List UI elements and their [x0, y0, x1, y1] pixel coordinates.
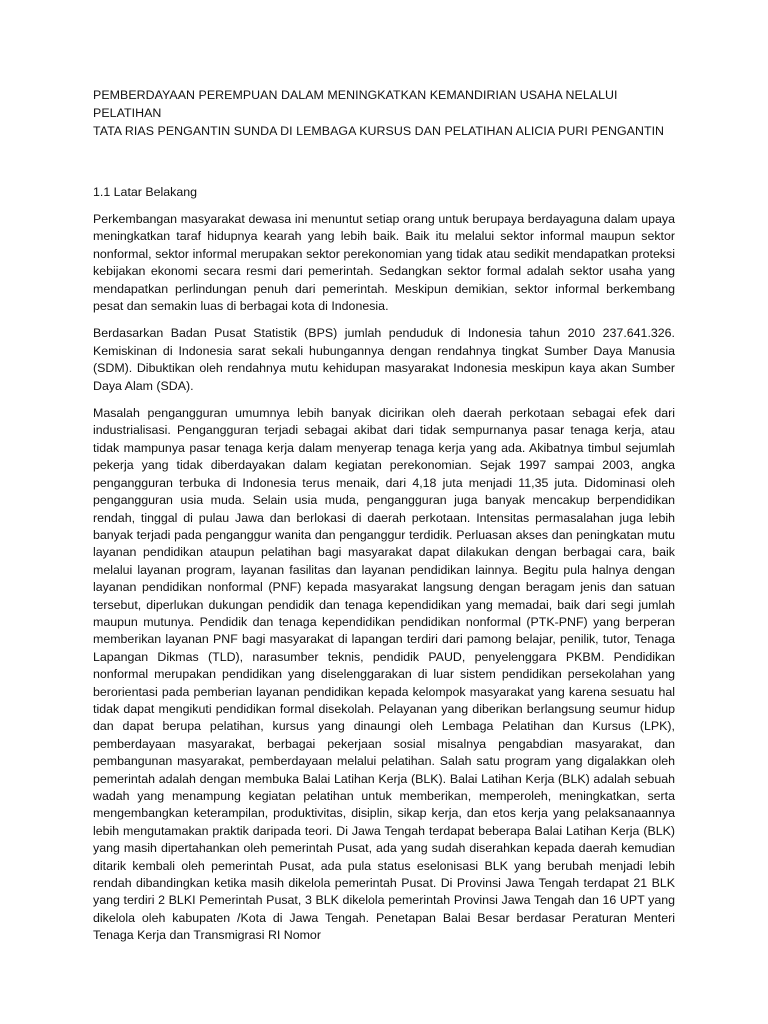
section-heading: 1.1 Latar Belakang [93, 185, 198, 199]
title-line-1: PEMBERDAYAAN PEREMPUAN DALAM MENINGKATKAN KEMANDIRIAN USAHA NELALUI PELATIHAN [93, 88, 618, 120]
document-page [93, 86, 675, 955]
paragraph-2: Berdasarkan Badan Pusat Statistik (BPS) jumlah penduduk di Indonesia tahun 2010 237.641.326. Kemiskinan di Indonesia sarat sekali hubungannya dengan rendahnya tingkat Sumber Daya Manusia (SDM). Dibuktikan oleh rendahnya mutu kehidupan masyarakat Indonesia meskipun kaya akan Sumber Daya Alam (SDA). [93, 326, 675, 393]
document-title [93, 86, 675, 140]
title-line-2: TATA RIAS PENGANTIN SUNDA DI LEMBAGA KURSUS DAN PELATIHAN ALICIA PURI PENGANTIN [93, 124, 665, 138]
paragraph-3: Masalah pengangguran umumnya lebih banyak dicirikan oleh daerah perkotaan sebagai efek dari industrialisasi. Pengangguran terjadi sebagai akibat dari tidak sempurnanya pasar tenaga kerja, atau tidak mampunya pasar tenaga kerja dalam menyerap tenaga kerja yang ada. Akibatnya timbul sejumlah pekerja yang tidak diberdayakan dalam kegiatan perekonomian. Sejak 1997 sampai 2003, angka pengangguran terbuka di Indonesia terus menaik, dari 4,18 juta menjadi 11,35 juta. Didominasi oleh pengangguran usia muda. Selain usia muda, pengangguran juga banyak mencakup berpendidikan rendah, tinggal di pulau Jawa dan berlokasi di daerah perkotaan. Intensitas permasalahan juga lebih banyak terjadi pada penganggur wanita dan penganggur terdidik. Perluasan akses dan peningkatan mutu layanan pendidikan ataupun pelatihan bagi masyarakat dapat dilakukan dengan berbagai cara, baik melalui layanan program, layanan fasilitas dan layanan pendidikan lainnya. Begitu pula halnya dengan layanan pendidikan nonformal (PNF) kepada masyarakat langsung dengan beragam jenis dan satuan tersebut, diperlukan dukungan pendidik dan tenaga kependidikan yang memadai, baik dari segi jumlah maupun mutunya. Pendidik dan tenaga kependidikan pendidikan nonformal (PTK-PNF) yang berperan memberikan layanan PNF bagi masyarakat di lapangan terdiri dari pamong belajar, penilik, tutor, Tenaga Lapangan Dikmas (TLD), narasumber teknis, pendidik PAUD, penyelenggara PKBM. Pendidikan nonformal merupakan pendidikan yang diselenggarakan di luar sistem pendidikan persekolahan yang berorientasi pada pemberian layanan pendidikan kepada kelompok masyarakat yang karena sesuatu hal tidak dapat mengikuti pendidikan formal disekolah. Pelayanan yang diberikan berlangsung seumur hidup dan dapat berupa pelatihan, kursus yang dinaungi oleh Lembaga Pelatihan dan Kursus (LPK), pemberdayaan masyarakat, berbagai pekerjaan sosial misalnya pengabdian masyarakat, dan pembangunan masyarakat, pemberdayaan melalui pelatihan. Salah satu program yang digalakkan oleh pemerintah adalah dengan membuka Balai Latihan Kerja (BLK). Balai Latihan Kerja (BLK) adalah sebuah wadah yang menampung kegiatan pelatihan untuk memberikan, memperoleh, meningkatkan, serta mengembangkan keterampilan, produktivitas, disiplin, sikap kerja, dan etos kerja yang pelaksanaannya lebih mengutamakan praktik daripada teori. Di Jawa Tengah terdapat beberapa Balai Latihan Kerja (BLK) yang masih dipertahankan oleh pemerintah Pusat, ada yang sudah diserahkan kepada daerah kemudian ditarik kembali oleh pemerintah Pusat, ada pula status eselonisasi BLK yang berubah menjadi lebih rendah dibandingkan ketika masih dikelola pemerintah Pusat. Di Provinsi Jawa Tengah terdapat 21 BLK yang terdiri 2 BLKI Pemerintah Pusat, 3 BLK dikelola pemerintah Provinsi Jawa Tengah dan 16 UPT yang dikelola oleh kabupaten /Kota di Jawa Tengah. Penetapan Balai Besar berdasar Peraturan Menteri Tenaga Kerja dan Transmigrasi RI Nomor [93, 406, 675, 943]
paragraph-1: Perkembangan masyarakat dewasa ini menuntut setiap orang untuk berupaya berdayaguna dalam upaya meningkatkan taraf hidupnya kearah yang lebih baik. Baik itu melalui sektor informal maupun sektor nonformal, sektor informal merupakan sektor perekonomian yang tidak atau sedikit mendapatkan proteksi kebijakan ekonomi secara resmi dari pemerintah. Sedangkan sektor formal adalah sektor usaha yang mendapatkan perlindungan penuh dari pemerintah. Meskipun demikian, sektor informal berkembang pesat dan semakin luas di berbagai kota di Indonesia. [93, 212, 675, 314]
